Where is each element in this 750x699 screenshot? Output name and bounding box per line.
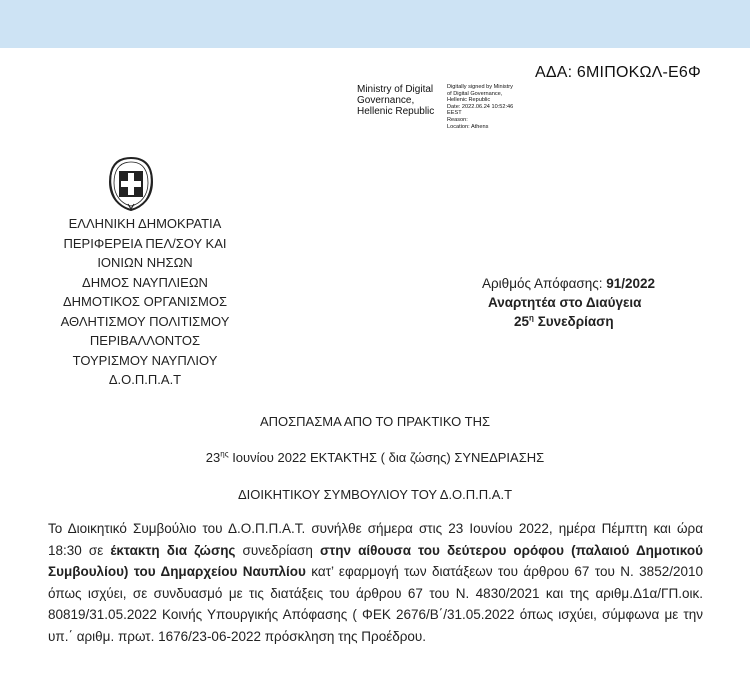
publish-note: Αναρτητέα στο Διαύγεια bbox=[488, 295, 642, 310]
signature-line: EEST bbox=[447, 110, 462, 117]
ada-code: ΑΔΑ: 6ΜΙΠΟΚΩΛ-Ε6Φ bbox=[535, 64, 701, 81]
session-sup: η bbox=[529, 313, 534, 323]
issuer-line: ΠΕΡΙΦΕΡΕΙΑ ΠΕΛ/ΣΟΥ ΚΑΙ bbox=[63, 235, 227, 251]
body-text-c: συνεδρίαση bbox=[235, 542, 320, 558]
issuer-block bbox=[20, 214, 270, 390]
body-text-a: Το Διοικητικό Συμβούλιο του Δ.Ο.Π.Π.Α.Τ. συνήλθε σήμερα στις 23 Ιουνίου 2022, ημέρα Πέμπτη και ώρα 18:30 σε bbox=[48, 521, 703, 558]
decision-number bbox=[470, 274, 700, 293]
signature-line: Reason: bbox=[447, 116, 468, 123]
signature-line: of Digital Governance, bbox=[447, 90, 503, 97]
extract-day-sup: ης bbox=[220, 449, 229, 459]
body-paragraph bbox=[48, 518, 703, 648]
signature-line: Hellenic Republic bbox=[447, 97, 491, 104]
signature-line: Location: Athens bbox=[447, 123, 489, 130]
extract-day: 23 bbox=[205, 450, 221, 465]
session-label: Συνεδρίαση bbox=[537, 314, 614, 329]
issuer-line: ΕΛΛΗΝΙΚΗ ΔΗΜΟΚΡΑΤΙΑ bbox=[68, 216, 222, 231]
issuer-line: ΤΟΥΡΙΣΜΟΥ ΝΑΥΠΛΙΟΥ bbox=[72, 352, 218, 368]
digital-signature-details bbox=[447, 84, 513, 130]
extract-session-rest: Ιουνίου 2022 ΕΚΤΑΚΤΗΣ ( δια ζώσης) ΣΥΝΕΔΡΙΑΣΗΣ bbox=[228, 450, 545, 465]
extract-title: ΑΠΟΣΠΑΣΜΑ ΑΠΟ ΤΟ ΠΡΑΚΤΙΚΟ ΤΗΣ bbox=[259, 414, 491, 429]
extract-session bbox=[0, 450, 750, 465]
issuer-line: Δ.Ο.Π.Π.Α.Τ bbox=[108, 372, 182, 387]
signer-name bbox=[357, 84, 434, 117]
issuer-line: ΙΟΝΙΩΝ ΝΗΣΩΝ bbox=[97, 255, 193, 270]
signature-line: Date: 2022.06.24 10:52:46 bbox=[447, 103, 514, 110]
extract-board: ΔΙΟΙΚΗΤΙΚΟΥ ΣΥΜΒΟΥΛΙΟΥ ΤΟΥ Δ.Ο.Π.Π.Α.Τ bbox=[237, 487, 513, 502]
issuer-line: ΠΕΡΙΒΑΛΛΟΝΤΟΣ bbox=[89, 333, 201, 348]
decision-info bbox=[470, 274, 700, 331]
issuer-line: ΑΘΛΗΤΙΣΜΟΥ ΠΟΛΙΤΙΣΜΟΥ bbox=[60, 313, 230, 329]
signer-line: Governance, bbox=[357, 95, 415, 106]
body-text-e: κατ’ εφαρμογή των διατάξεων του άρθρου 67 του Ν. 3852/2010 όπως ισχύει, σε συνδυασμό με τις διατάξεις του άρθρου 67 του Ν. 4830/2021 και της αριθμ.Δ1α/ΓΠ.οικ. 80819/31.05.2022 Κοινής Υπουργικής Απόφασης ( ΦΕΚ 2676/Β΄/31.05.2022 όπως ισχύει, σύμφωνα με την υπ.΄ αριθμ. πρωτ. 1676/23-06-2022 πρόσκληση της Προέδρου. bbox=[48, 564, 703, 644]
body-text-d: στην αίθουσα του δεύτερου ορόφου (παλαιού Δημοτικού Συμβουλίου) του Δημαρχείου Ναυπλίου bbox=[48, 542, 703, 580]
session-num: 25 bbox=[514, 314, 530, 329]
signer-line: Ministry of Digital bbox=[357, 84, 434, 95]
decision-number-label: Αριθμός Απόφασης: bbox=[482, 276, 603, 291]
issuer-line: ΔΗΜΟΤΙΚΟΣ ΟΡΓΑΝΙΣΜΟΣ bbox=[62, 294, 228, 309]
body-text-b: έκτακτη δια ζώσης bbox=[110, 542, 236, 558]
top-banner bbox=[0, 0, 750, 48]
signer-line: Hellenic Republic bbox=[357, 106, 435, 117]
signature-line: Digitally signed by Ministry bbox=[447, 84, 513, 90]
session-number bbox=[470, 312, 700, 331]
greek-coat-of-arms-icon bbox=[106, 156, 156, 212]
issuer-line: ΔΗΜΟΣ ΝΑΥΠΛΙΕΩΝ bbox=[82, 274, 208, 290]
decision-number-value: 91/2022 bbox=[606, 276, 656, 291]
